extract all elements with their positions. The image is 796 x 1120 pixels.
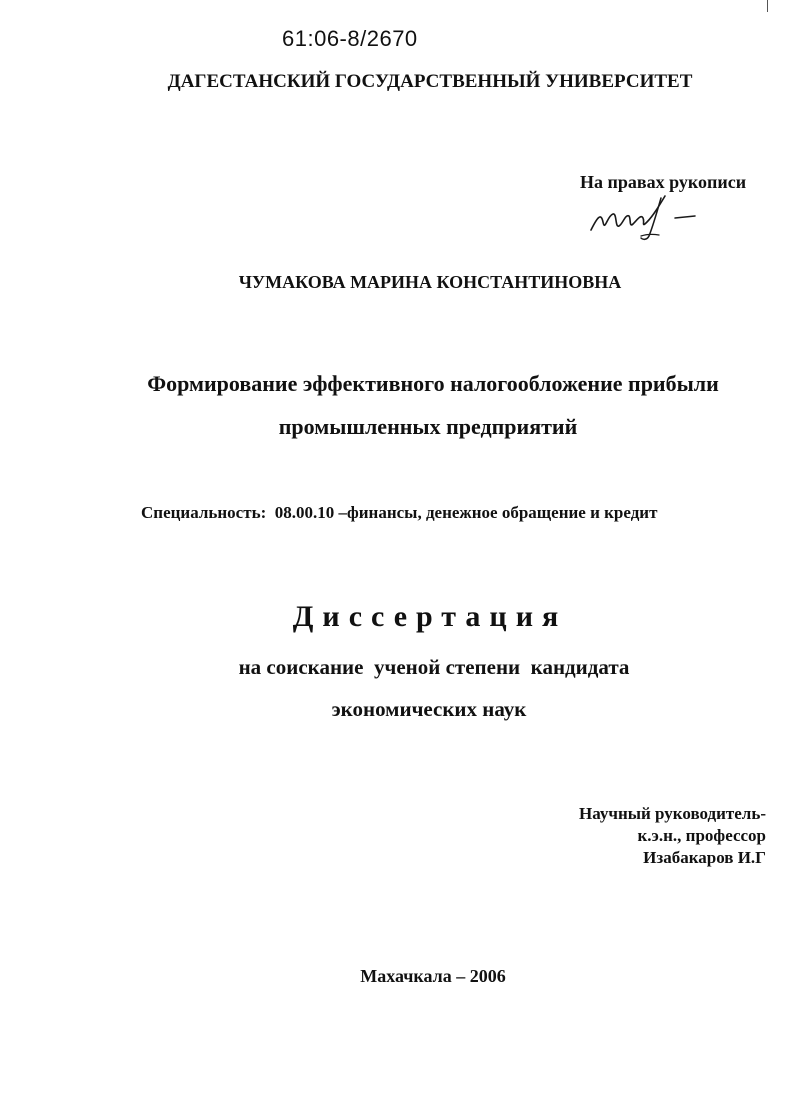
author-name: ЧУМАКОВА МАРИНА КОНСТАНТИНОВНА: [238, 272, 622, 292]
dissertation-title-line-2: промышленных предприятий: [278, 414, 578, 439]
supervisor-name: Изабакаров И.Г: [643, 848, 766, 867]
dissertation-title-line-1: Формирование эффективного налогообложение прибыли: [147, 371, 719, 396]
supervisor-role: Научный руководитель-: [579, 804, 766, 823]
city-year: Махачкала – 2006: [360, 966, 506, 986]
document-type-heading: Диссертация: [292, 600, 568, 633]
degree-line-1: на соискание ученой степени кандидата: [238, 655, 630, 679]
archive-code: 61:06-8/2670: [282, 26, 418, 51]
scan-edge-mark: [767, 0, 768, 12]
supervisor-degree: к.э.н., профессор: [637, 826, 766, 845]
specialty-line: Специальность: 08.00.10 –финансы, денежное обращение и кредит: [141, 503, 658, 522]
manuscript-rights-note: На правах рукописи: [580, 172, 747, 192]
signature-icon: [583, 188, 713, 248]
university-name: ДАГЕСТАНСКИЙ ГОСУДАРСТВЕННЫЙ УНИВЕРСИТЕТ: [167, 71, 693, 92]
degree-line-2: экономических наук: [331, 697, 527, 721]
